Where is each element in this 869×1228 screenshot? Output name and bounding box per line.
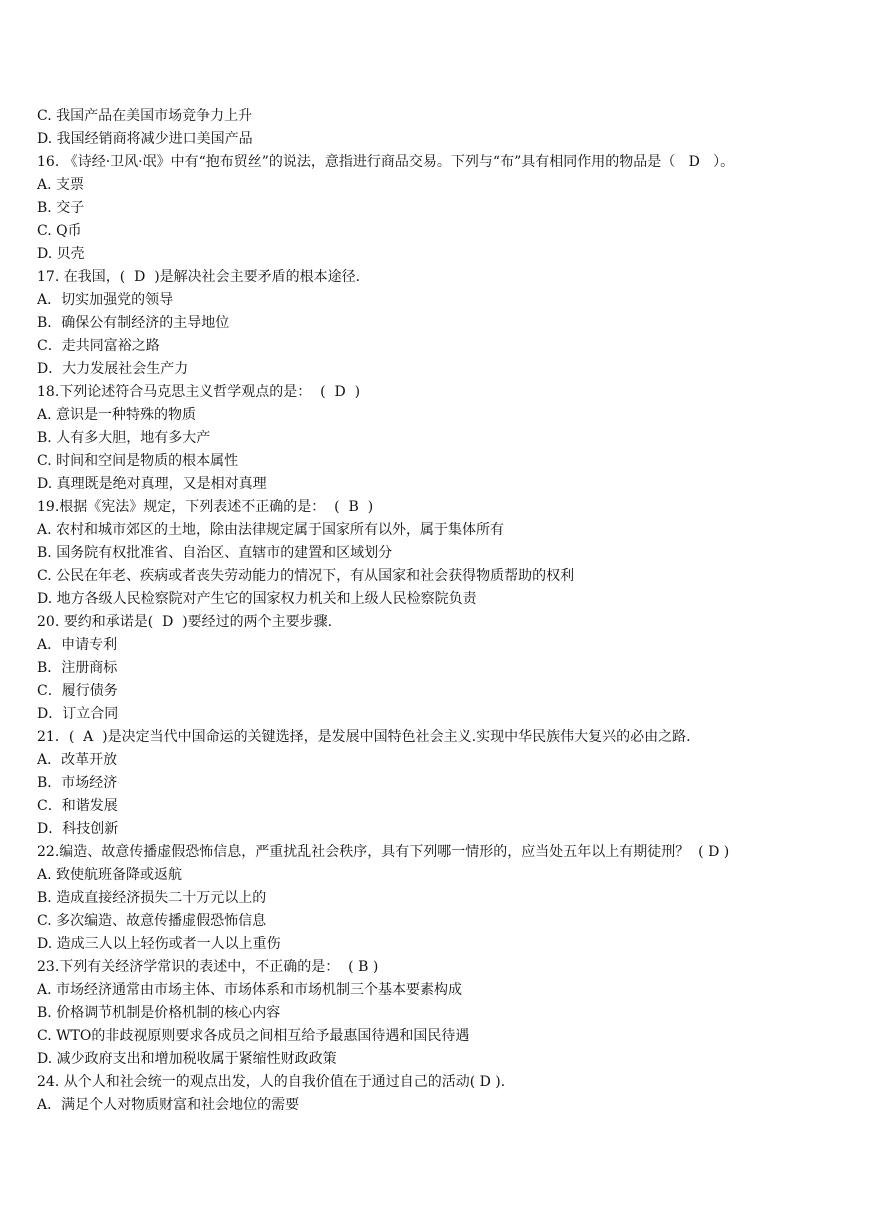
text-line: A．申请专利	[37, 637, 118, 653]
document-body	[37, 105, 857, 1117]
question-24: 24. 从个人和社会统一的观点出发，人的自我价值在于通过自己的活动( D ).	[37, 1074, 506, 1090]
text-line: D. 地方各级人民检察院对产生它的国家权力机关和上级人民检察院负责	[37, 591, 477, 607]
text-line: B. 交子	[37, 200, 85, 216]
text-line: D．大力发展社会生产力	[37, 361, 189, 377]
text-line: D. 真理既是绝对真理，又是相对真理	[37, 476, 267, 492]
text-line: A. 市场经济通常由市场主体、市场体系和市场机制三个基本要素构成	[37, 982, 463, 998]
text-line: C．走共同富裕之路	[37, 338, 160, 354]
question-20: 20. 要约和承诺是( D )要经过的两个主要步骤.	[37, 614, 333, 630]
text-line: D．订立合同	[37, 706, 119, 722]
text-line: B. 人有多大胆，地有多大产	[37, 430, 211, 446]
question-17: 17. 在我国，( D )是解决社会主要矛盾的根本途径.	[37, 269, 361, 285]
text-line: D. 贝壳	[37, 246, 85, 262]
text-line: D. 我国经销商将减少进口美国产品	[37, 131, 253, 147]
text-line: C. 多次编造、故意传播虚假恐怖信息	[37, 913, 267, 929]
text-line: C. WTO的非歧视原则要求各成员之间相互给予最惠国待遇和国民待遇	[37, 1028, 470, 1044]
text-line: A. 致使航班备降或返航	[37, 867, 183, 883]
text-line: C. 公民在年老、疾病或者丧失劳动能力的情况下，有从国家和社会获得物质帮助的权利	[37, 568, 575, 584]
text-line: B. 造成直接经济损失二十万元以上的	[37, 890, 267, 906]
text-line: A．满足个人对物质财富和社会地位的需要	[37, 1097, 300, 1113]
text-line: B．注册商标	[37, 660, 118, 676]
text-line: B．确保公有制经济的主导地位	[37, 315, 230, 331]
text-line: A. 农村和城市郊区的土地，除由法律规定属于国家所有以外，属于集体所有	[37, 522, 505, 538]
text-line: B．市场经济	[37, 775, 118, 791]
text-line: C. 时间和空间是物质的根本属性	[37, 453, 239, 469]
text-line: B. 价格调节机制是价格机制的核心内容	[37, 1005, 281, 1021]
question-18: 18.下列论述符合马克思主义哲学观点的是： ( D )	[37, 384, 361, 400]
text-line: D. 造成三人以上轻伤或者一人以上重伤	[37, 936, 281, 952]
text-line: C．和谐发展	[37, 798, 118, 814]
text-line: A．改革开放	[37, 752, 118, 768]
text-line: A. 支票	[37, 177, 85, 193]
text-line: A. 意识是一种特殊的物质	[37, 407, 197, 423]
text-line: C. 我国产品在美国市场竞争力上升	[37, 108, 253, 124]
text-line: C. Q币	[37, 223, 82, 239]
question-19: 19.根据《宪法》规定，下列表述不正确的是： ( B )	[37, 499, 374, 515]
question-23: 23.下列有关经济学常识的表述中，不正确的是： ( B )	[37, 959, 379, 975]
question-22: 22.编造、故意传播虚假恐怖信息，严重扰乱社会秩序，具有下列哪一情形的，应当处五年以上有期徒刑？ ( D )	[37, 844, 730, 860]
text-line: A．切实加强党的领导	[37, 292, 174, 308]
question-16: 16. 《诗经·卫风·氓》中有“抱布贸丝”的说法，意指进行商品交易。下列与“布”具有相同作用的物品是（ D ）。	[37, 154, 735, 170]
question-21: 21．( A )是决定当代中国命运的关键选择，是发展中国特色社会主义.实现中华民族伟大复兴的必由之路.	[37, 729, 691, 745]
text-line: D．科技创新	[37, 821, 119, 837]
text-line: D. 减少政府支出和增加税收属于紧缩性财政政策	[37, 1051, 337, 1067]
text-line: B. 国务院有权批准省、自治区、直辖市的建置和区域划分	[37, 545, 393, 561]
text-line: C．履行债务	[37, 683, 118, 699]
